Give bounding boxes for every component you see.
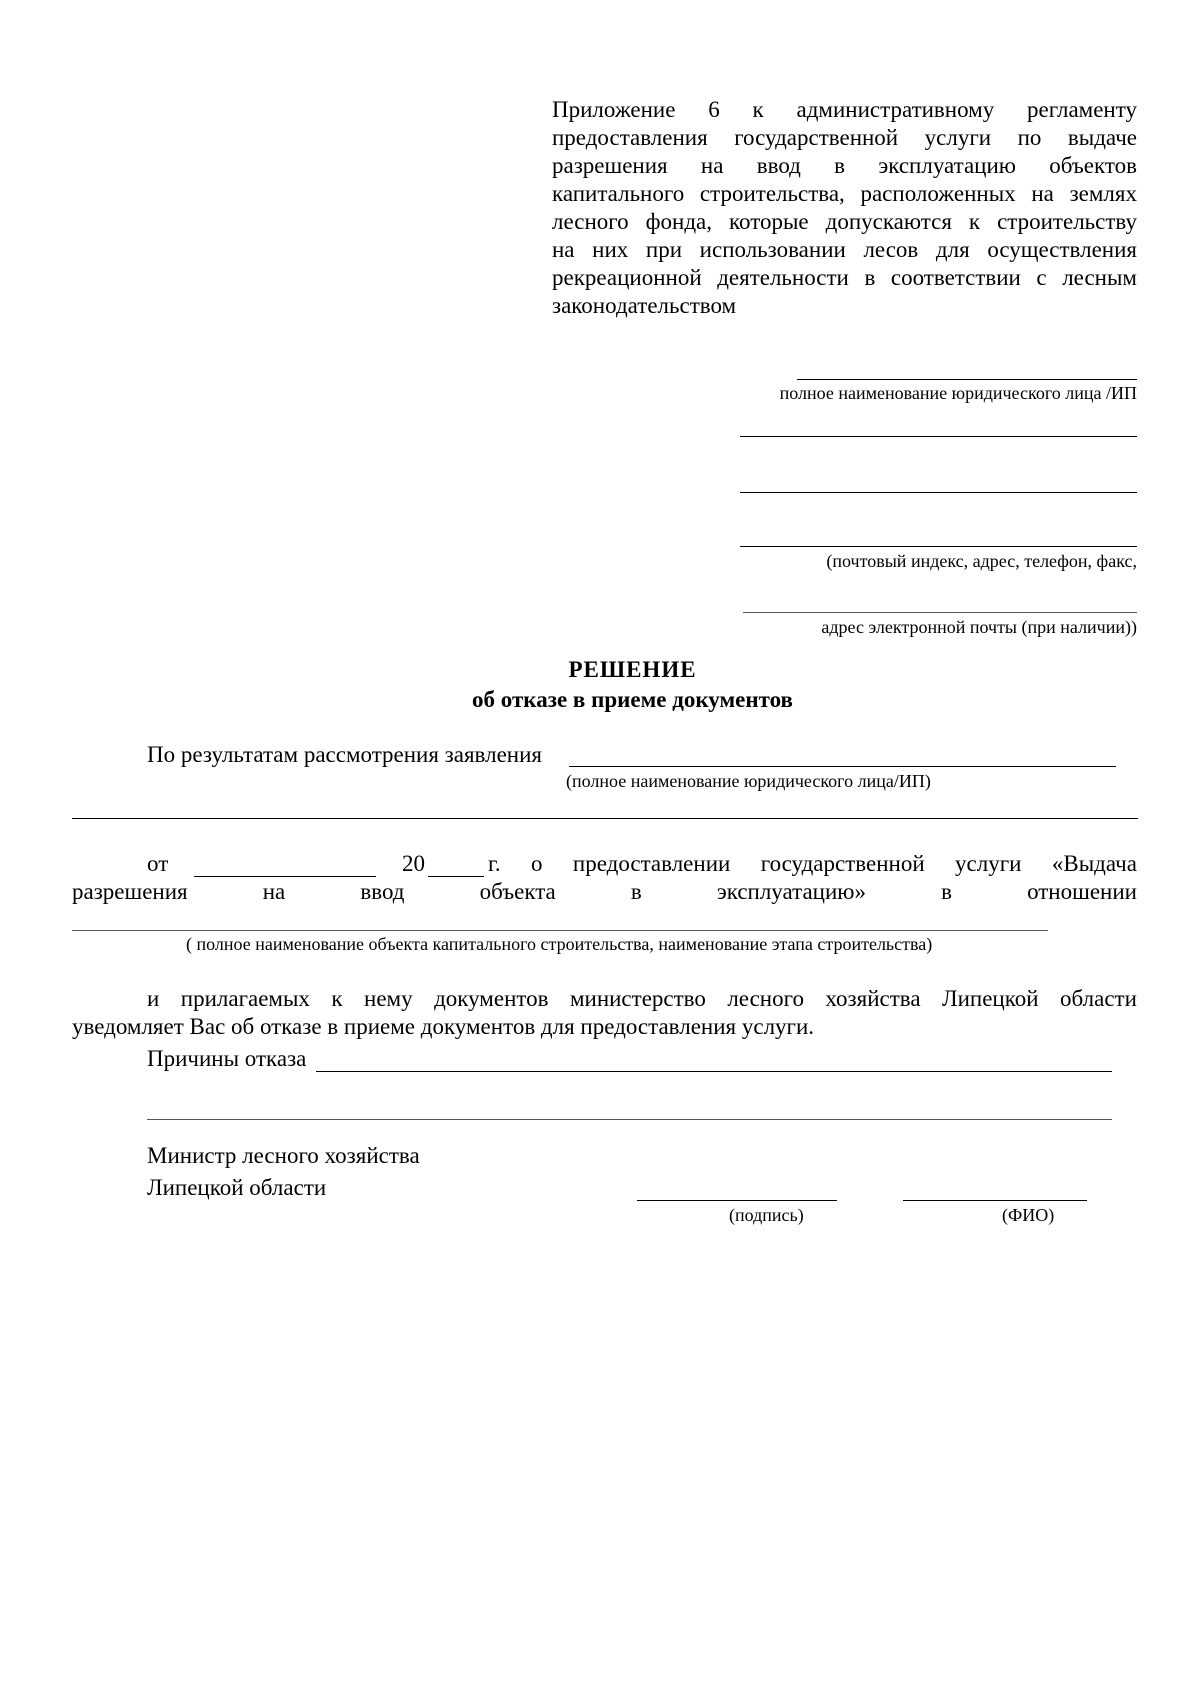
date-from-label: от	[147, 851, 169, 876]
signature-caption: (подпись)	[729, 1205, 804, 1225]
recipient-name-line[interactable]	[797, 379, 1137, 380]
reasons-line-2[interactable]	[147, 1119, 1112, 1120]
notice-line-2: уведомляет Вас об отказе в приеме документов для предоставления услуги.	[72, 1014, 815, 1039]
recipient-address-line-2[interactable]	[740, 492, 1137, 493]
annex-line: разрешения на ввод в эксплуатацию объектов	[552, 153, 1137, 178]
word: к	[331, 986, 343, 1011]
date-day-month-line[interactable]	[194, 876, 376, 877]
date-row-text	[488, 850, 1137, 878]
applicant-name-line-full[interactable]	[72, 818, 1138, 819]
word: государственной	[760, 851, 925, 876]
word: области	[1060, 986, 1137, 1011]
word: услуги	[955, 851, 1022, 876]
word: хозяйства	[825, 986, 921, 1011]
object-name-caption: ( полное наименование объекта капитального строительства, наименование этапа строительства)	[186, 934, 933, 954]
annex-line: предоставления государственной услуги по выдаче	[552, 125, 1137, 150]
word: эксплуатацию»	[716, 879, 866, 904]
annex-header	[552, 96, 1137, 320]
recipient-email-caption: адрес электронной почты (при наличии))	[821, 617, 1137, 637]
document-subtitle: об отказе в приеме документов	[472, 687, 793, 712]
full-name-line[interactable]	[903, 1200, 1087, 1201]
notice-line-1	[147, 985, 1137, 1013]
word: в	[630, 879, 642, 904]
recipient-address-caption: (почтовый индекс, адрес, телефон, факс,	[826, 551, 1137, 571]
word: Липецкой	[942, 986, 1039, 1011]
word: объекта	[479, 879, 556, 904]
full-name-caption: (ФИО)	[1002, 1205, 1055, 1225]
annex-line: капитального строительства, расположенных на землях	[552, 181, 1137, 206]
word: нему	[364, 986, 413, 1011]
annex-line: лесного фонда, которые допускаются к строительству	[552, 209, 1137, 234]
word: на	[262, 879, 286, 904]
object-name-line[interactable]	[72, 930, 1048, 931]
date-year-line[interactable]	[428, 876, 484, 877]
annex-line: на них при использовании лесов для осуществления	[552, 237, 1137, 262]
signatory-position-line-2: Липецкой области	[147, 1175, 327, 1200]
word: о	[531, 851, 543, 876]
document-title: РЕШЕНИЕ	[568, 657, 697, 682]
word: предоставлении	[572, 851, 731, 876]
word: прилагаемых	[180, 986, 310, 1011]
recipient-address-line-1[interactable]	[740, 436, 1137, 437]
recipient-name-caption: полное наименование юридического лица /ИП	[779, 383, 1137, 403]
annex-line: законодательством	[552, 293, 737, 318]
word: отношении	[1027, 879, 1137, 904]
word: в	[941, 879, 952, 904]
word: министерство	[569, 986, 706, 1011]
recipient-address-line-3[interactable]	[740, 546, 1137, 547]
signatory-position-line-1: Министр лесного хозяйства	[147, 1143, 420, 1168]
word: лесного	[727, 986, 804, 1011]
applicant-name-caption: (полное наименование юридического лица/ИП)	[566, 771, 931, 791]
word: г.	[488, 851, 501, 876]
word: документов	[434, 986, 549, 1011]
signature-line[interactable]	[637, 1200, 837, 1201]
word: и	[147, 986, 160, 1011]
word: «Выдача	[1051, 851, 1137, 876]
recipient-email-line[interactable]	[743, 612, 1137, 613]
word: ввод	[360, 879, 405, 904]
annex-line: Приложение 6 к административному регламенту	[552, 97, 1137, 122]
review-result-label: По результатам рассмотрения заявления	[147, 742, 542, 767]
word: разрешения	[72, 879, 188, 904]
reasons-label: Причины отказа	[147, 1046, 307, 1071]
applicant-name-line[interactable]	[569, 766, 1116, 767]
service-name-row	[72, 878, 1137, 906]
reasons-line-1[interactable]	[316, 1071, 1112, 1072]
date-year-prefix: 20	[402, 851, 425, 876]
annex-line: рекреационной деятельности в соответствии с лесным	[552, 265, 1137, 290]
